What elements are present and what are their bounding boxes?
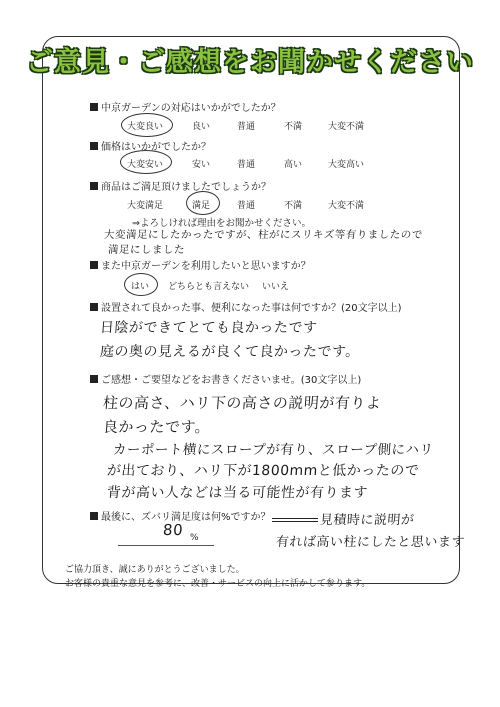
- question-3: [90, 178, 271, 193]
- footer-thanks: ご協力頂き、誠にありがとうございました。: [65, 565, 245, 575]
- question-2-options: [0, 157, 500, 171]
- q4-option-2[interactable]: どちらとも言えない: [168, 282, 250, 292]
- q3-reason-line-1: 大変満足にしたかったですが、柱がにスリキズ等有りましたので: [103, 229, 424, 241]
- q6-answer-line-1: 柱の高さ、ハリ下の高さの説明が有りよ: [102, 394, 383, 412]
- q4-selection-circle: [124, 273, 158, 296]
- q3-reason-line-2: 満足にしました: [107, 244, 186, 256]
- q7-answer-underline: [118, 545, 214, 546]
- question-4-label: また中京ガーデンを利用したいと思いますか？: [101, 261, 311, 272]
- square-bullet-icon: [90, 142, 98, 150]
- q2-option-3[interactable]: 普通: [237, 160, 256, 170]
- survey-title: ご意見・ご感想をお聞かせください: [26, 47, 474, 78]
- q3-option-5[interactable]: 大変不満: [328, 201, 365, 211]
- question-4: [90, 257, 311, 272]
- q1-option-1[interactable]: 大変良い: [127, 122, 164, 132]
- question-6: [90, 371, 361, 386]
- q4-option-3[interactable]: いいえ: [262, 282, 290, 292]
- q1-option-2[interactable]: 良い: [192, 122, 211, 132]
- q2-option-1[interactable]: 大変安い: [127, 160, 164, 170]
- question-1-label: 中京ガーデンの対応はいかがでしたか？: [101, 103, 281, 114]
- question-3-label: 商品はご満足頂けましたでしょうか？: [101, 182, 271, 193]
- q6-answer-line-4: が出ており、ハリ下が1800mmと低かったので: [106, 463, 420, 479]
- square-bullet-icon: [90, 261, 98, 269]
- q2-option-4[interactable]: 高い: [284, 160, 303, 170]
- q1-option-5[interactable]: 大変不満: [328, 122, 365, 132]
- crossed-out-text-2: [272, 521, 318, 522]
- square-bullet-icon: [90, 103, 98, 111]
- q3-option-3[interactable]: 普通: [237, 201, 256, 211]
- square-bullet-icon: [90, 512, 98, 520]
- q6-answer-line-3: カーポート横にスロープが有り、スロープ側にハリ: [112, 442, 435, 458]
- q2-option-2[interactable]: 安い: [192, 160, 211, 170]
- question-4-options: [0, 279, 500, 293]
- question-1: [90, 99, 281, 114]
- q1-selection-circle: [121, 113, 173, 137]
- question-1-options: [0, 119, 500, 133]
- q3-option-1[interactable]: 大変満足: [127, 201, 164, 211]
- question-5-label: 設置されて良かった事、便利になった事は何ですか？(20文字以上): [101, 303, 402, 314]
- q2-option-5[interactable]: 大変高い: [328, 160, 365, 170]
- square-bullet-icon: [90, 182, 98, 190]
- footer-message: お客様の貴重な意見を参考に、改善・サービスの向上に活かして参ります。: [65, 579, 371, 589]
- question-7-label: 最後に、ズバリ満足度は何%ですか？: [101, 512, 271, 523]
- question-6-label: ご感想・ご要望などをお書きくださいませ。(30文字以上): [101, 375, 362, 386]
- q3-option-2[interactable]: 満足: [192, 201, 211, 211]
- q2-selection-circle: [120, 150, 172, 174]
- q3-selection-circle: [186, 191, 220, 215]
- square-bullet-icon: [90, 303, 98, 311]
- q3-reason-prompt: ⇒よろしければ理由をお聞かせください。: [132, 218, 311, 229]
- question-5: [90, 299, 402, 314]
- q6-answer-line-5: 背が高い人などは当る可能性が有ります: [106, 485, 369, 501]
- q6-answer-line-2: 良かったです。: [102, 418, 211, 436]
- q3-option-4[interactable]: 不満: [284, 201, 303, 211]
- q1-option-3[interactable]: 普通: [237, 122, 256, 132]
- q5-answer-line-2: 庭の奥の見えるが良くて良かったです。: [99, 344, 361, 360]
- q7-satisfaction-value: 80: [162, 521, 184, 539]
- q5-answer-line-1: 日陰ができてとても良かったです: [99, 320, 318, 336]
- q7-percent-unit: %: [190, 533, 199, 543]
- crossed-out-text: [272, 518, 318, 519]
- question-3-options: [0, 198, 500, 212]
- question-2-label: 価格はいかがでしたか？: [101, 142, 211, 153]
- q7-side-note-line-1: 見積時に説明が: [319, 513, 415, 528]
- q7-side-note-line-2: 有れば高い柱にしたと思います: [275, 535, 466, 550]
- q4-option-1[interactable]: はい: [131, 282, 150, 292]
- square-bullet-icon: [90, 375, 98, 383]
- q1-option-4[interactable]: 不満: [284, 122, 303, 132]
